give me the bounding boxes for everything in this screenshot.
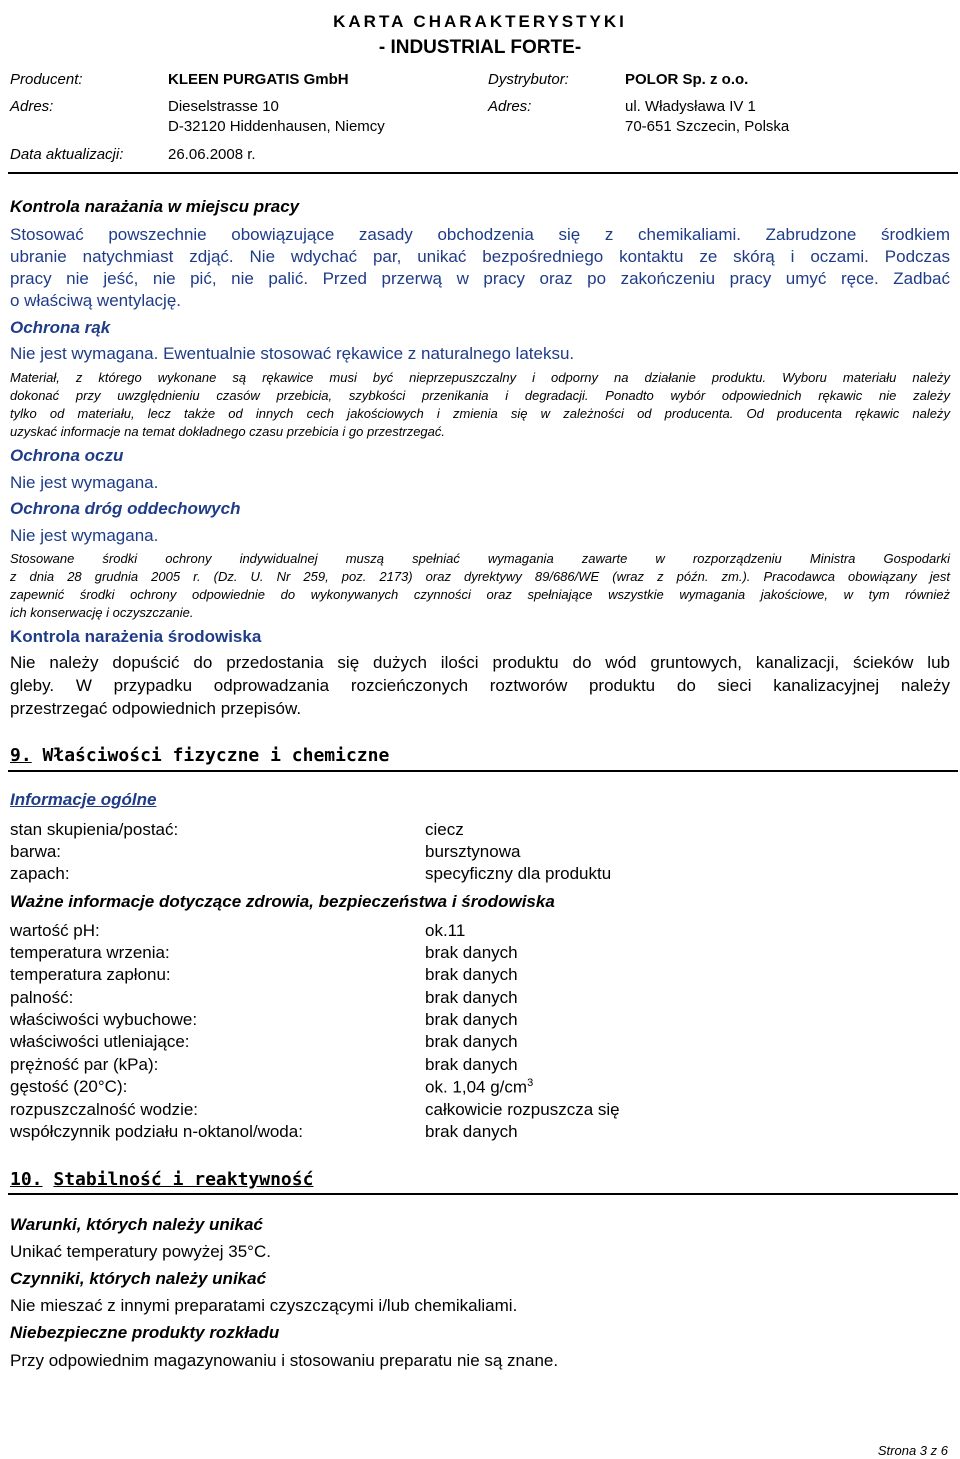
prop-value-ph: ok.11	[425, 921, 466, 940]
prop-label-explosive: właściwości wybuchowe:	[10, 1010, 198, 1029]
distributor-address-1: ul. Władysława IV 1	[625, 98, 756, 115]
producer-address-2: D-32120 Hiddenhausen, Niemcy	[168, 118, 385, 135]
respiratory-heading: Ochrona dróg oddechowych	[10, 499, 241, 518]
factors-heading: Czynniki, których należy unikać	[10, 1269, 267, 1288]
environment-line-2: gleby. W przypadku odprowadzania rozcieńczonych roztworów produktu do sieci kanalizacyjnej należy	[10, 676, 950, 695]
prop-value-flammability: brak danych	[425, 988, 518, 1007]
hands-note-4: uzyskać informacje na temat dokładnego czasu przebicia i go przestrzegać.	[10, 424, 445, 439]
ppe-note-4: ich konserwację i oczyszczanie.	[10, 605, 194, 620]
eyes-heading: Ochrona oczu	[10, 446, 124, 465]
producer-label: Producent:	[10, 71, 83, 88]
general-value-color: bursztynowa	[425, 842, 521, 861]
density-value: ok. 1,04 g/cm	[425, 1077, 528, 1097]
conditions-text: Unikać temperatury powyżej 35°C.	[10, 1242, 271, 1261]
distributor-address-label: Adres:	[488, 98, 532, 115]
decomposition-text: Przy odpowiednim magazynowaniu i stosowaniu preparatu nie są znane.	[10, 1351, 559, 1370]
section-9-number: 9.	[10, 745, 32, 766]
page-number: Strona 3 z 6	[877, 1443, 948, 1458]
prop-value-boiling: brak danych	[425, 943, 518, 962]
general-label-state: stan skupienia/postać:	[10, 820, 179, 839]
section-10-title: Stabilność i reaktywność	[53, 1169, 314, 1190]
workplace-line-4: o właściwą wentylację.	[10, 291, 182, 310]
header-divider	[8, 172, 958, 174]
producer-address-1: Dieselstrasse 10	[168, 98, 279, 115]
ppe-note-2: z dnia 28 grudnia 2005 r. (Dz. U. Nr 259, poz. 2173) oraz dyrektywy 89/686/WE (wraz z późn. zm.). Pracodawca obowiązany jest	[10, 569, 950, 584]
prop-value-explosive: brak danych	[425, 1010, 518, 1029]
respiratory-text: Nie jest wymagana.	[10, 526, 159, 545]
prop-value-flash: brak danych	[425, 965, 518, 984]
producer-address-label: Adres:	[10, 98, 54, 115]
product-name: - INDUSTRIAL FORTE-	[378, 37, 582, 58]
workplace-line-2: ubranie natychmiast zdjąć. Nie wdychać par, unikać bezpośredniego kontaktu ze skórą i oczami. Podczas	[10, 247, 950, 266]
hands-note-2: dokonać przy uwzględnieniu czasów przebicia, szybkości przenikania i degradacji. Ponadto wybór odpowiednich rękawic nie zależy	[10, 388, 950, 403]
decomposition-heading: Niebezpieczne produkty rozkładu	[10, 1323, 280, 1342]
prop-label-partition: współczynnik podziału n-oktanol/woda:	[10, 1122, 303, 1141]
update-value: 26.06.2008 r.	[168, 146, 256, 163]
prop-value-solubility: całkowicie rozpuszcza się	[425, 1100, 620, 1119]
workplace-line-3: pracy nie jeść, nie pić, nie palić. Przed przerwą w pracy oraz po zakończeniu pracy umyć ręce. Zadbać	[10, 269, 950, 288]
prop-label-flash: temperatura zapłonu:	[10, 965, 171, 984]
prop-label-density: gęstość (20°C):	[10, 1077, 128, 1096]
important-info-heading: Ważne informacje dotyczące zdrowia, bezpieczeństwa i środowiska	[10, 892, 555, 911]
section-10-heading	[10, 1169, 313, 1190]
prop-label-ph: wartość pH:	[10, 921, 100, 940]
section-9-divider	[8, 770, 958, 772]
prop-label-boiling: temperatura wrzenia:	[10, 943, 170, 962]
prop-label-solubility: rozpuszczalność wodzie:	[10, 1100, 199, 1119]
conditions-heading: Warunki, których należy unikać	[10, 1215, 263, 1234]
eyes-text: Nie jest wymagana.	[10, 473, 159, 492]
prop-value-partition: brak danych	[425, 1122, 518, 1141]
distributor-address-2: 70-651 Szczecin, Polska	[625, 118, 790, 135]
distributor-label: Dystrybutor:	[488, 71, 569, 88]
workplace-line-1: Stosować powszechnie obowiązujące zasady obchodzenia się z chemikaliami. Zabrudzone środkiem	[10, 225, 950, 244]
factors-text: Nie mieszać z innymi preparatami czyszczącymi i/lub chemikaliami.	[10, 1296, 518, 1315]
density-unit-exponent: 3	[527, 1077, 534, 1089]
distributor-value: POLOR Sp. z o.o.	[625, 71, 749, 88]
general-value-odor: specyficzny dla produktu	[425, 864, 612, 883]
section-10-divider	[8, 1193, 958, 1195]
ppe-note-1: Stosowane środki ochrony indywidualnej muszą spełniać wymagania zawarte w rozporządzeniu Ministra Gospodarki	[10, 551, 950, 566]
ppe-note-3: zapewnić środki ochrony odpowiednie do wykonywanych czynności oraz spełniające wszystkie wymagania jakościowe, w tym również	[10, 587, 950, 602]
producer-value: KLEEN PURGATIS GmbH	[168, 71, 349, 88]
update-label: Data aktualizacji:	[10, 146, 124, 163]
section-9-heading	[10, 745, 389, 766]
general-label-odor: zapach:	[10, 864, 70, 883]
prop-value-vapor: brak danych	[425, 1055, 518, 1074]
general-value-state: ciecz	[425, 820, 464, 839]
prop-value-oxidizing: brak danych	[425, 1032, 518, 1051]
environment-line-3: przestrzegać odpowiednich przepisów.	[10, 699, 302, 718]
document-title: KARTA CHARAKTERYSTYKI	[333, 12, 627, 31]
hands-note-1: Materiał, z którego wykonane są rękawice musi być nieprzepuszczalny i odporny na działanie produktu. Wyboru materiału należy	[10, 370, 950, 385]
hands-text: Nie jest wymagana. Ewentualnie stosować rękawice z naturalnego lateksu.	[10, 344, 575, 363]
section-9-title: Właściwości fizyczne i chemiczne	[42, 745, 390, 766]
prop-label-flammability: palność:	[10, 988, 74, 1007]
general-label-color: barwa:	[10, 842, 62, 861]
environment-heading: Kontrola narażenia środowiska	[10, 627, 262, 646]
hands-note-3: tylko od materiału, lecz także od innych cech jakościowych i zmienia się w zależności od producenta. Od producenta rękawic należy	[10, 406, 950, 421]
hands-heading: Ochrona rąk	[10, 318, 111, 337]
general-info-heading: Informacje ogólne	[10, 790, 157, 809]
prop-value-density	[425, 1077, 533, 1098]
prop-label-vapor: prężność par (kPa):	[10, 1055, 159, 1074]
prop-label-oxidizing: właściwości utleniające:	[10, 1032, 190, 1051]
workplace-heading: Kontrola narażania w miejscu pracy	[10, 197, 300, 216]
environment-line-1: Nie należy dopuścić do przedostania się dużych ilości produktu do wód gruntowych, kanalizacji, ścieków lub	[10, 653, 950, 672]
section-10-number: 10.	[10, 1169, 43, 1190]
